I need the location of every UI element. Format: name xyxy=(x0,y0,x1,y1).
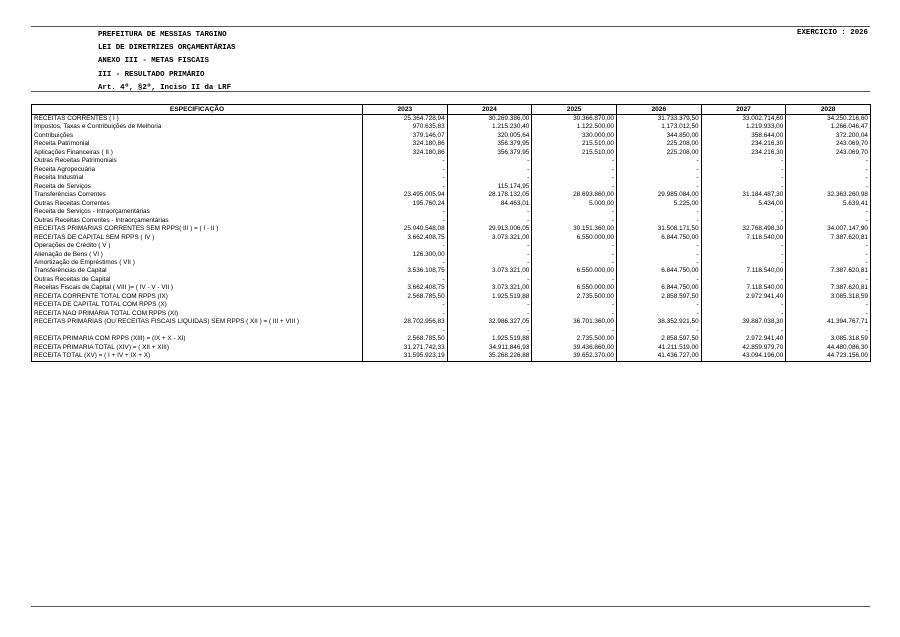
cell-value: - xyxy=(616,301,701,309)
cell-value: - xyxy=(616,208,701,216)
cell-value: - xyxy=(616,327,701,335)
cell-value: - xyxy=(616,217,701,225)
cell-value: 28.178.132,05 xyxy=(447,191,532,199)
cell-value: - xyxy=(786,217,871,225)
cell-value: 29.985.084,00 xyxy=(616,191,701,199)
cell-value: 44.723.156,00 xyxy=(786,352,871,361)
cell-value: 379.146,07 xyxy=(363,132,448,140)
cell-value: - xyxy=(447,208,532,216)
cell-value: - xyxy=(616,174,701,182)
cell-value: - xyxy=(616,183,701,191)
cell-value: 2.972.941,40 xyxy=(701,293,786,301)
cell-value: 7.118.540,00 xyxy=(701,234,786,242)
cell-value: - xyxy=(701,327,786,335)
header-line: ANEXO III - METAS FISCAIS xyxy=(98,57,209,66)
cell-value: 41.436.727,00 xyxy=(616,352,701,361)
cell-value: - xyxy=(786,301,871,309)
row-label: Outras Receitas de Capital xyxy=(32,276,363,284)
cell-value: - xyxy=(363,166,448,174)
row-label: RECEITAS PRIMÁRIAS (OU RECEITAS FISCAIS LÍQUIDAS) SEM RPPS ( XII ) = ( III + VIII ) xyxy=(32,318,363,326)
cell-value: 225.208,00 xyxy=(616,140,701,148)
cell-value: - xyxy=(532,259,617,267)
row-label: RECEITA DE CAPITAL TOTAL COM RPPS (X) xyxy=(32,301,363,309)
cell-value: 320.005,64 xyxy=(447,132,532,140)
cell-value: 1.215.230,40 xyxy=(447,123,532,131)
cell-value: - xyxy=(786,166,871,174)
cell-value: 25.040.548,08 xyxy=(363,225,448,233)
row-label: RECEITA CORRENTE TOTAL COM RPPS (IX) xyxy=(32,293,363,301)
cell-value: 3.073.321,00 xyxy=(447,267,532,275)
table-row xyxy=(32,327,871,335)
column-header: 2023 xyxy=(363,105,448,115)
cell-value: - xyxy=(363,157,448,165)
table-header-row xyxy=(32,105,871,115)
cell-value: 31.595.923,19 xyxy=(363,352,448,361)
row-label: RECEITAS DE CAPITAL SEM RPPS ( IV ) xyxy=(32,234,363,242)
column-header: 2025 xyxy=(532,105,617,115)
cell-value: 31.184.487,30 xyxy=(701,191,786,199)
row-label: Alienação de Bens ( VI ) xyxy=(32,251,363,259)
cell-value: 6.550.000,00 xyxy=(532,234,617,242)
cell-value: - xyxy=(532,166,617,174)
cell-value: 7.387.620,81 xyxy=(786,234,871,242)
cell-value: - xyxy=(532,208,617,216)
cell-value: - xyxy=(363,259,448,267)
cell-value: 3.662.408,75 xyxy=(363,284,448,292)
cell-value: - xyxy=(786,251,871,259)
row-label: Receitas Fiscais de Capital ( VIII )= ( IV - V - VII ) xyxy=(32,284,363,292)
header-line: LEI DE DIRETRIZES ORÇAMENTÁRIAS xyxy=(98,44,236,53)
cell-value: 234.216,30 xyxy=(701,149,786,157)
top-rule xyxy=(31,26,870,27)
cell-value: - xyxy=(363,217,448,225)
cell-value: - xyxy=(363,327,448,335)
cell-value: 25.364.728,94 xyxy=(363,115,448,124)
cell-value: 5.434,00 xyxy=(701,200,786,208)
header-line: Art. 4º, §2º, Inciso II da LRF xyxy=(98,83,232,92)
table-row xyxy=(32,174,871,182)
row-label: RECEITAS PRIMÁRIAS CORRENTES SEM RPPS( III ) = ( I - II ) xyxy=(32,225,363,233)
cell-value: - xyxy=(447,327,532,335)
cell-value: 39.887.038,30 xyxy=(701,318,786,326)
table-row xyxy=(32,276,871,284)
table-row xyxy=(32,335,871,343)
cell-value: - xyxy=(701,301,786,309)
cell-value: 126.300,00 xyxy=(363,251,448,259)
cell-value: 29.913.006,05 xyxy=(447,225,532,233)
cell-value: 30.269.386,00 xyxy=(447,115,532,124)
cell-value: - xyxy=(786,242,871,250)
row-label: Outras Receitas Correntes - Intraorçamentárias xyxy=(32,217,363,225)
cell-value: 344.850,00 xyxy=(616,132,701,140)
cell-value: - xyxy=(363,310,448,318)
table-row xyxy=(32,183,871,191)
cell-value: - xyxy=(786,310,871,318)
row-label: RECEITA NÃO PRIMÁRIA TOTAL COM RPPS (XI) xyxy=(32,310,363,318)
cell-value: 356.379,95 xyxy=(447,149,532,157)
row-label: RECEITA PRIMÁRIA COM RPPS (XIII) = (IX + X - XI) xyxy=(32,335,363,343)
table-row xyxy=(32,251,871,259)
cell-value: - xyxy=(363,301,448,309)
cell-value: 324.180,86 xyxy=(363,149,448,157)
cell-value: - xyxy=(701,310,786,318)
cell-value: - xyxy=(701,174,786,182)
cell-value: 358.644,00 xyxy=(701,132,786,140)
cell-value: - xyxy=(701,242,786,250)
row-label: Transferências de Capital xyxy=(32,267,363,275)
cell-value: 32.768.498,30 xyxy=(701,225,786,233)
cell-value: - xyxy=(447,174,532,182)
cell-value: 195.760,24 xyxy=(363,200,448,208)
cell-value: 324.180,86 xyxy=(363,140,448,148)
cell-value: 5.000,00 xyxy=(532,200,617,208)
row-label: Receita Patrimonial xyxy=(32,140,363,148)
cell-value: - xyxy=(447,251,532,259)
cell-value: - xyxy=(701,251,786,259)
column-header: 2027 xyxy=(701,105,786,115)
cell-value: 1.925.519,88 xyxy=(447,335,532,343)
table-row xyxy=(32,132,871,140)
cell-value: 6.844.750,00 xyxy=(616,267,701,275)
cell-value: 31.733.379,50 xyxy=(616,115,701,124)
cell-value: 3.536.108,75 xyxy=(363,267,448,275)
resultado-primario-table xyxy=(31,104,871,362)
cell-value: 28.693.860,00 xyxy=(532,191,617,199)
cell-value: 2.858.597,50 xyxy=(616,335,701,343)
report-header xyxy=(98,29,236,95)
cell-value: 1.925.519,88 xyxy=(447,293,532,301)
cell-value: 39.436.860,00 xyxy=(532,344,617,352)
table-row xyxy=(32,123,871,131)
header-line: PREFEITURA DE MESSIAS TARGINO xyxy=(98,31,227,39)
cell-value: 2.568.785,50 xyxy=(363,293,448,301)
cell-value: 3.073.321,00 xyxy=(447,234,532,242)
cell-value: - xyxy=(786,174,871,182)
table-row xyxy=(32,259,871,267)
header-line: III - RESULTADO PRIMÁRIO xyxy=(98,70,205,79)
cell-value: 234.216,30 xyxy=(701,140,786,148)
cell-value: 6.550.000,00 xyxy=(532,267,617,275)
column-header: 2028 xyxy=(786,105,871,115)
cell-value: - xyxy=(616,251,701,259)
cell-value: 43.094.196,00 xyxy=(701,352,786,361)
exercicio-label: EXERCICIO : 2026 xyxy=(797,29,868,37)
cell-value: - xyxy=(447,276,532,284)
cell-value: - xyxy=(363,183,448,191)
cell-value: 6.550.000,00 xyxy=(532,284,617,292)
cell-value: 215.510,00 xyxy=(532,149,617,157)
cell-value: - xyxy=(447,217,532,225)
cell-value: 7.118.540,00 xyxy=(701,284,786,292)
cell-value: 215.510,00 xyxy=(532,140,617,148)
cell-value: 33.002.714,60 xyxy=(701,115,786,124)
table-row xyxy=(32,301,871,309)
cell-value: 1.266.046,47 xyxy=(786,123,871,131)
cell-value: - xyxy=(701,208,786,216)
cell-value: 84.463,01 xyxy=(447,200,532,208)
cell-value: - xyxy=(701,276,786,284)
table-row xyxy=(32,267,871,275)
row-label: Operações de Crédito ( V ) xyxy=(32,242,363,250)
cell-value: 2.972.941,40 xyxy=(701,335,786,343)
cell-value: - xyxy=(532,276,617,284)
table-row xyxy=(32,310,871,318)
cell-value: 34.250.216,60 xyxy=(786,115,871,124)
cell-value: - xyxy=(447,259,532,267)
table-row xyxy=(32,234,871,242)
cell-value: - xyxy=(701,259,786,267)
cell-value: 31.271.742,33 xyxy=(363,344,448,352)
cell-value: - xyxy=(701,217,786,225)
cell-value: 3.085.318,59 xyxy=(786,335,871,343)
cell-value: - xyxy=(616,157,701,165)
cell-value: 7.387.620,81 xyxy=(786,267,871,275)
cell-value: 7.118.540,00 xyxy=(701,267,786,275)
cell-value: - xyxy=(532,217,617,225)
row-label: Receita Industrial xyxy=(32,174,363,182)
cell-value: - xyxy=(616,310,701,318)
table-row xyxy=(32,140,871,148)
table-row xyxy=(32,242,871,250)
cell-value: - xyxy=(701,157,786,165)
table-row xyxy=(32,191,871,199)
cell-value: 2.735.500,00 xyxy=(532,335,617,343)
column-header: 2026 xyxy=(616,105,701,115)
cell-value: 243.069,70 xyxy=(786,149,871,157)
cell-value: 39.652.370,00 xyxy=(532,352,617,361)
row-label: RECEITA TOTAL (XV) = ( I + IV + IX + X) xyxy=(32,352,363,361)
table-row xyxy=(32,318,871,326)
cell-value: - xyxy=(447,310,532,318)
cell-value: 2.568.785,50 xyxy=(363,335,448,343)
cell-value: - xyxy=(532,183,617,191)
row-label: Contribuições xyxy=(32,132,363,140)
table-row xyxy=(32,157,871,165)
cell-value: - xyxy=(447,301,532,309)
cell-value: - xyxy=(786,259,871,267)
row-label: Transferências Correntes xyxy=(32,191,363,199)
cell-value: - xyxy=(532,242,617,250)
cell-value: - xyxy=(532,327,617,335)
cell-value: - xyxy=(616,166,701,174)
table-row xyxy=(32,225,871,233)
table-row xyxy=(32,217,871,225)
cell-value: 5.639,41 xyxy=(786,200,871,208)
cell-value: - xyxy=(786,183,871,191)
cell-value: 7.387.620,81 xyxy=(786,284,871,292)
row-label: Impostos, Taxas e Contribuições de Melhoria xyxy=(32,123,363,131)
cell-value: 6.844.750,00 xyxy=(616,284,701,292)
row-label: Receita de Serviços - Intraorçamentárias xyxy=(32,208,363,216)
cell-value: - xyxy=(447,166,532,174)
table-row xyxy=(32,344,871,352)
table-row xyxy=(32,149,871,157)
cell-value: - xyxy=(447,157,532,165)
cell-value: - xyxy=(786,157,871,165)
cell-value: - xyxy=(786,276,871,284)
cell-value: 6.844.750,00 xyxy=(616,234,701,242)
cell-value: - xyxy=(363,276,448,284)
cell-value: - xyxy=(532,157,617,165)
cell-value: - xyxy=(616,242,701,250)
cell-value: 34.911.846,93 xyxy=(447,344,532,352)
cell-value: 5.225,00 xyxy=(616,200,701,208)
table-row xyxy=(32,115,871,124)
cell-value: 32.363.260,98 xyxy=(786,191,871,199)
cell-value: 42.859.979,70 xyxy=(701,344,786,352)
table-row xyxy=(32,200,871,208)
cell-value: 35.268.226,88 xyxy=(447,352,532,361)
cell-value: - xyxy=(363,174,448,182)
cell-value: 356.379,95 xyxy=(447,140,532,148)
row-label: Outras Receitas Patrimoniais xyxy=(32,157,363,165)
row-label: Receita Agropecuária xyxy=(32,166,363,174)
cell-value: - xyxy=(701,166,786,174)
cell-value: 23.495.005,94 xyxy=(363,191,448,199)
cell-value: - xyxy=(363,208,448,216)
cell-value: - xyxy=(447,242,532,250)
cell-value: 115.174,95 xyxy=(447,183,532,191)
bottom-rule xyxy=(31,606,870,607)
cell-value: 2.858.597,50 xyxy=(616,293,701,301)
row-label: Receita de Serviços xyxy=(32,183,363,191)
cell-value: 44.480.086,30 xyxy=(786,344,871,352)
cell-value: 3.662.408,75 xyxy=(363,234,448,242)
cell-value: - xyxy=(532,310,617,318)
table-body xyxy=(32,115,871,362)
table-row xyxy=(32,284,871,292)
row-label xyxy=(32,327,363,335)
cell-value: - xyxy=(532,301,617,309)
cell-value: 1.122.500,00 xyxy=(532,123,617,131)
cell-value: 3.073.321,00 xyxy=(447,284,532,292)
cell-value: 330.000,00 xyxy=(532,132,617,140)
cell-value: - xyxy=(363,242,448,250)
table-row xyxy=(32,293,871,301)
cell-value: 3.085.318,59 xyxy=(786,293,871,301)
cell-value: 243.069,70 xyxy=(786,140,871,148)
cell-value: 28.702.956,83 xyxy=(363,318,448,326)
cell-value: 30.366.870,00 xyxy=(532,115,617,124)
cell-value: - xyxy=(532,251,617,259)
row-label: Outras Receitas Correntes xyxy=(32,200,363,208)
cell-value: 2.735.500,00 xyxy=(532,293,617,301)
header-rule xyxy=(31,91,870,92)
cell-value: 970.635,83 xyxy=(363,123,448,131)
cell-value: 36.701.360,00 xyxy=(532,318,617,326)
cell-value: - xyxy=(532,174,617,182)
row-label: Amortização de Empréstimos ( VII ) xyxy=(32,259,363,267)
cell-value: 41.211.519,00 xyxy=(616,344,701,352)
cell-value: 41.394.767,71 xyxy=(786,318,871,326)
cell-value: 372.200,04 xyxy=(786,132,871,140)
cell-value: 1.173.012,50 xyxy=(616,123,701,131)
cell-value: - xyxy=(616,259,701,267)
cell-value: - xyxy=(786,208,871,216)
cell-value: 38.352.921,50 xyxy=(616,318,701,326)
cell-value: 32.986.327,05 xyxy=(447,318,532,326)
column-header: 2024 xyxy=(447,105,532,115)
column-header: ESPECIFICAÇÃO xyxy=(32,105,363,115)
cell-value: 34.007.147,90 xyxy=(786,225,871,233)
row-label: RECEITA PRIMÁRIA TOTAL (XIV) = ( XII + XIII) xyxy=(32,344,363,352)
cell-value: - xyxy=(786,327,871,335)
cell-value: 225.208,00 xyxy=(616,149,701,157)
table-row xyxy=(32,208,871,216)
cell-value: 31.508.171,50 xyxy=(616,225,701,233)
table-row xyxy=(32,166,871,174)
cell-value: 30.151.360,00 xyxy=(532,225,617,233)
cell-value: - xyxy=(701,183,786,191)
cell-value: 1.219.933,00 xyxy=(701,123,786,131)
cell-value: - xyxy=(616,276,701,284)
table-row xyxy=(32,352,871,361)
row-label: Aplicações Financeiras ( II ) xyxy=(32,149,363,157)
row-label: RECEITAS CORRENTES ( I ) xyxy=(32,115,363,124)
